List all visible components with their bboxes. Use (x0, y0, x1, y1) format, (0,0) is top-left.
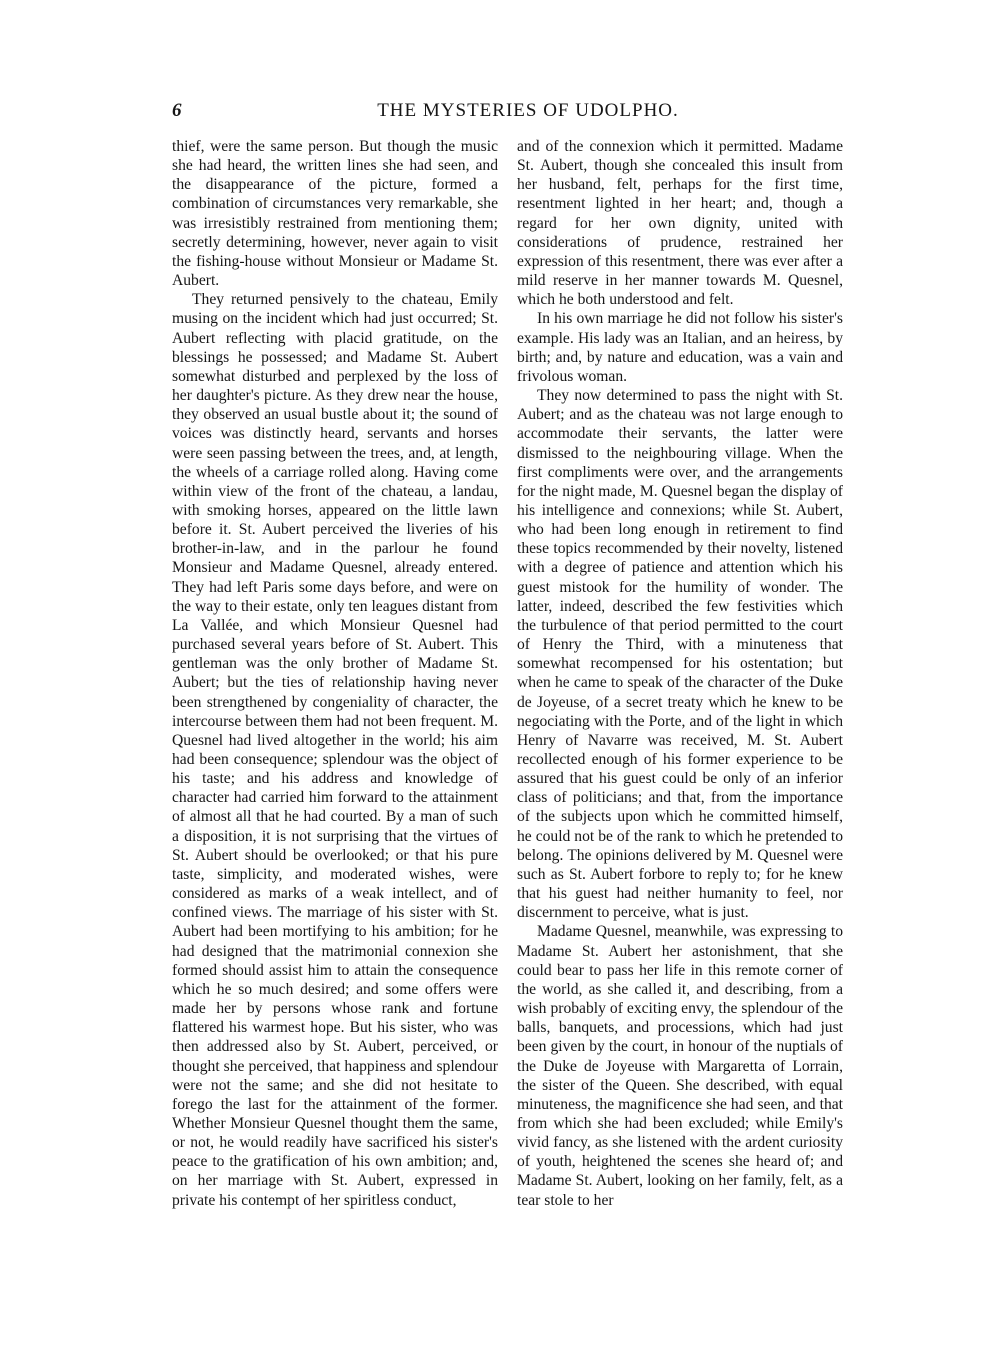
right-column (517, 137, 843, 1210)
paragraph: In his own marriage he did not follow his sister's example. His lady was an Italian, and an heiress, by birth; and, by nature and education, was a vain and frivolous woman. (517, 310, 843, 385)
paragraph: Madame Quesnel, meanwhile, was expressing to Madame St. Aubert her astonishment, that she could bear to pass her life in this remote corner of the world, as she called it, and describing, from a wish probably of exciting envy, the splendour of the balls, banquets, and processions, which had just been given by the court, in honour of the nuptials of the Duke de Joyeuse with Margaretta of Lorrain, the sister of the Queen. She described, with equal minuteness, the magnificence she had seen, and that from which she had been excluded; while Emily's vivid fancy, as she listened with the ardent curiosity of youth, heightened the scenes she heard of; and Madame St. Aubert, looking on her family, felt, as a tear stole to her (517, 923, 843, 1209)
paragraph: and of the connexion which it permitted. Madame St. Aubert, though she concealed this insult from her husband, felt, perhaps for the first time, resentment lighted in her heart; and, though a regard for her own dignity, united with considerations of prudence, restrained her expression of this resentment, there was ever after a mild reserve in her manner towards M. Quesnel, which he both understood and felt. (517, 138, 843, 309)
paragraph: thief, were the same person. But though the music she had heard, the written lines she had seen, and the disappearance of the picture, formed a combination of circumstances very remarkable, she was irresistibly restrained from mentioning them; secretly determining, however, never again to visit the fishing-house without Monsieur or Madame St. Aubert. (172, 138, 498, 290)
book-title: THE MYSTERIES OF UDOLPHO. (377, 100, 679, 121)
paragraph: They now determined to pass the night with St. Aubert; and as the chateau was not large enough to accommodate their servants, the latter were dismissed to the neighbouring village. When the first compliments were over, and the arrangements for the night made, M. Quesnel began the display of his intelligence and connexions; while St. Aubert, who had been long enough in retirement to find these topics recommended by their novelty, listened with a degree of patience and attention which his guest mistook for the humility of wonder. The latter, indeed, described the few festivities which the turbulence of that period permitted to the court of Henry the Third, with a minuteness that somewhat recompensed for his ostentation; but when he came to speak of the character of the Duke de Joyeuse, of a secret treaty which he knew to be negociating with the Porte, and of the light in which Henry of Navarre was received, M. St. Aubert recollected enough of his former experience to be assured that his guest could be only of an inferior class of politicians; and that, from the importance of the subjects upon which he committed himself, he could not be of the rank to which he pretended to belong. The opinions delivered by M. Quesnel were such as St. Aubert forbore to reply to; for he knew that his guest had neither humanity to feel, nor discernment to perceive, what is just. (517, 387, 843, 922)
page-number: 6 (172, 100, 182, 121)
left-column (172, 137, 498, 1210)
paragraph: They returned pensively to the chateau, Emily musing on the incident which had just occurred; St. Aubert reflecting with placid gratitude, on the blessings he possessed; and Madame St. Aubert somewhat disturbed and perplexed by the loss of her daughter's picture. As they drew near the house, they observed an usual bustle about it; the sound of voices was distinctly heard, servants and horses were seen passing between the trees, and, at length, the wheels of a carriage rolled along. Having come within view of the front of the chateau, a landau, with smoking horses, appeared on the little lawn before it. St. Aubert perceived the liveries of his brother-in-law, and in the parlour he found Monsieur and Madame Quesnel, already entered. They had left Paris some days before, and were on the way to their estate, only ten leagues distant from La Vallée, and which Monsieur Quesnel had purchased several years before of St. Aubert. This gentleman was the only brother of Madame St. Aubert; but the ties of relationship having never been strengthened by congeniality of character, the intercourse between them had not been frequent. M. Quesnel had lived altogether in the world; his aim had been consequence; splendour was the object of his taste; and his address and knowledge of character had carried him forward to the attainment of almost all that he had courted. By a man of such a disposition, it is not surprising that the virtues of St. Aubert should be overlooked; or that his pure taste, simplicity, and moderated wishes, were considered as marks of a weak intellect, and of confined views. The marriage of his sister with St. Aubert had been mortifying to his ambition; for he had designed that the matrimonial connexion she formed should assist him to attain the consequence which he so much desired; and some offers were made her by persons whose rank and fortune flattered his warmest hope. But his sister, who was then addressed also by St. Aubert, perceived, or thought she perceived, that happiness and splendour were not the same; and she did not hesitate to forego the last for the attainment of the former. Whether Monsieur Quesnel thought them the same, or not, he would readily have sacrificed his sister's peace to the gratification of his own ambition; and, on her marriage with St. Aubert, expressed in private his contempt of her spiritless conduct, (172, 291, 498, 1209)
running-head (172, 100, 844, 124)
